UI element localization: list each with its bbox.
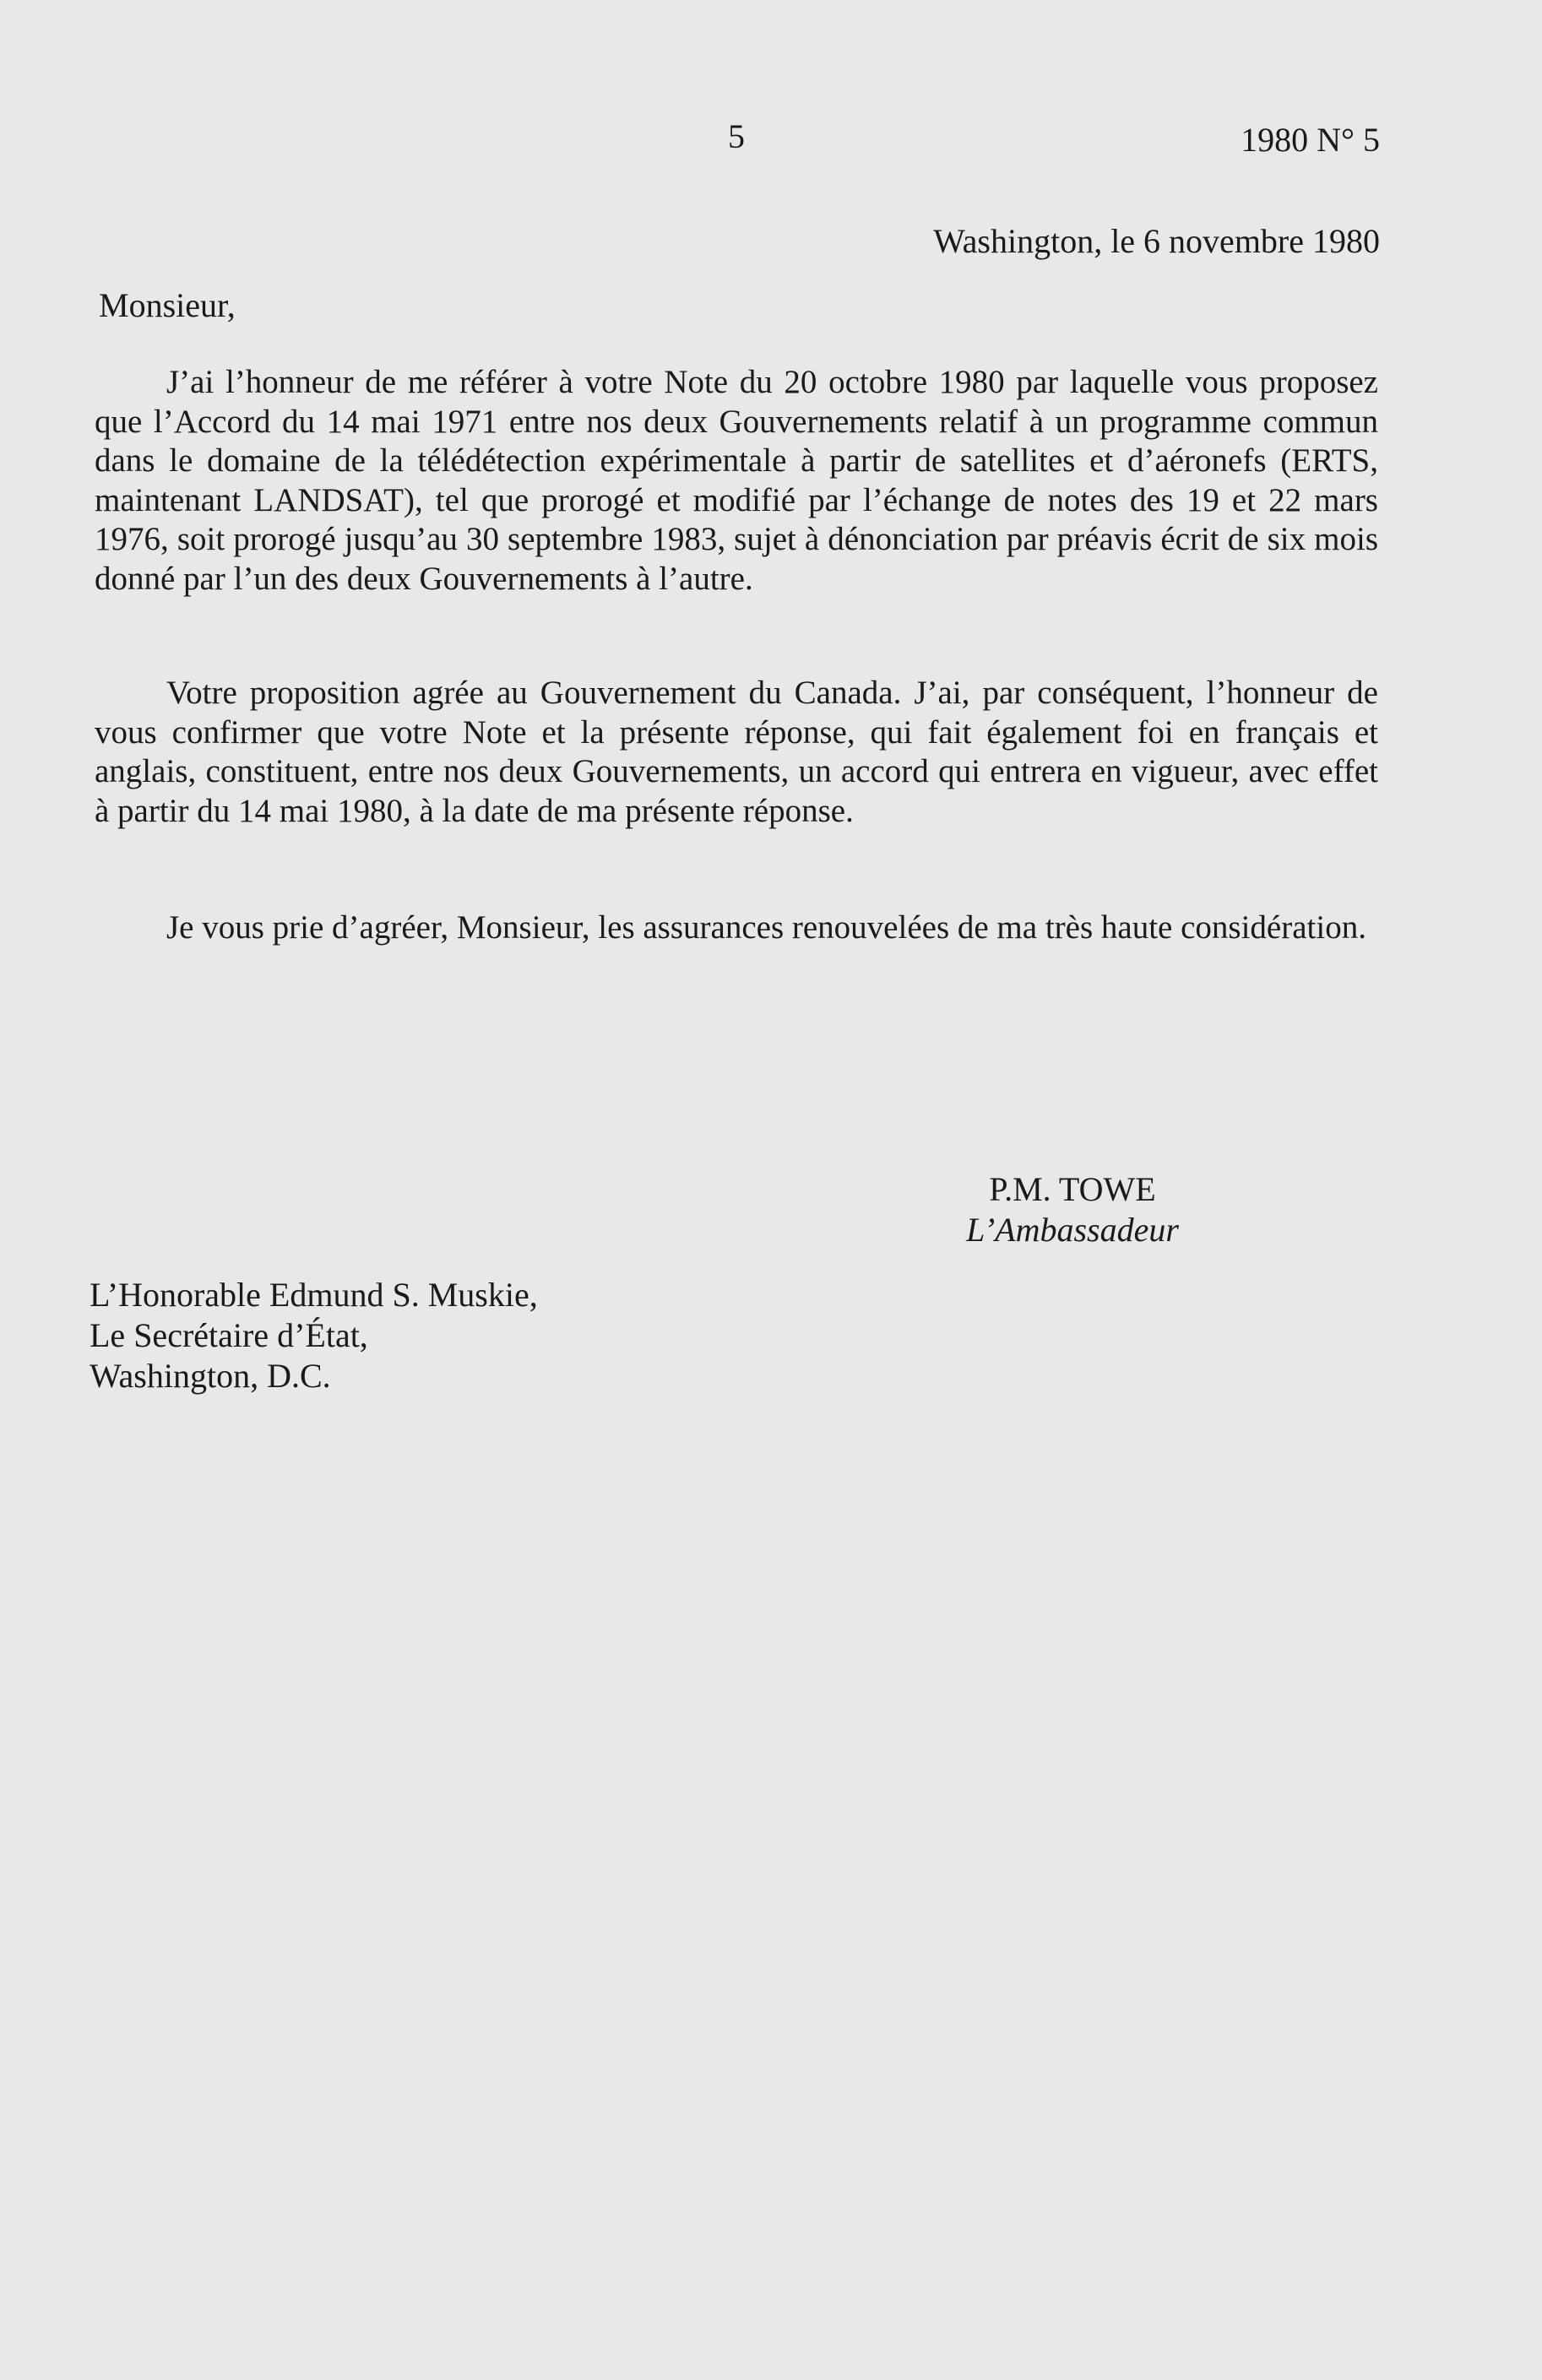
salutation: Monsieur, (99, 286, 236, 324)
addressee-line-2: Le Secrétaire d’État, (90, 1316, 368, 1354)
page-number: 5 (728, 117, 745, 155)
signatory-name: P.M. TOWE (989, 1170, 1156, 1208)
dateline: Washington, le 6 novembre 1980 (933, 222, 1380, 260)
addressee-line-3: Washington, D.C. (90, 1357, 331, 1395)
body-paragraph-3: Je vous prie d’agréer, Monsieur, les assurances renouvelées de ma très haute considération. (166, 909, 1366, 946)
body-paragraph-2: Votre proposition agrée au Gouvernement du Canada. J’ai, par conséquent, l’honneur de vous confirmer que votre Note et la présente réponse, qui fait également foi en français et anglais, constituent, entre nos deux Gouvernements, un accord qui entrera en vigueur, avec effet à partir du 14 mai 1980, à la date de ma présente réponse. (95, 675, 1378, 829)
signatory-title: L’Ambassadeur (966, 1211, 1179, 1249)
body-paragraph-1: J’ai l’honneur de me référer à votre Note du 20 octobre 1980 par laquelle vous proposez que l’Accord du 14 mai 1971 entre nos deux Gouvernements relatif à un programme commun dans le domaine de la télédétection expérimentale à partir de satellites et d’aéronefs (ERTS, maintenant LANDSAT), tel que prorogé et modifié par l’échange de notes des 19 et 22 mars 1976, soit prorogé jusqu’au 30 septembre 1983, sujet à dénonciation par préavis écrit de six mois donné par l’un des deux Gouvernements à l’autre. (95, 364, 1378, 597)
addressee-block (90, 1275, 538, 1396)
signature-block (946, 1169, 1199, 1250)
document-reference: 1980 N° 5 (1241, 121, 1380, 159)
addressee-line-1: L’Honorable Edmund S. Muskie, (90, 1276, 538, 1314)
